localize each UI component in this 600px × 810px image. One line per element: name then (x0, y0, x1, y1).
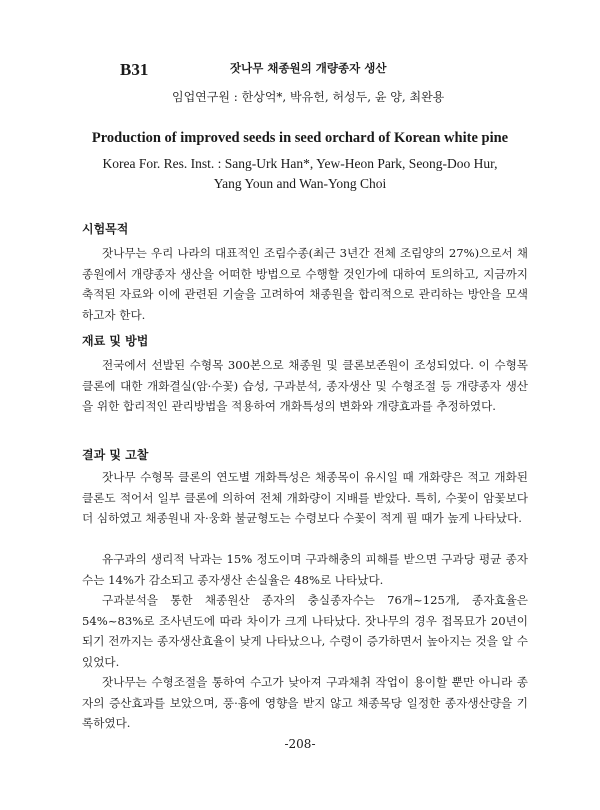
page-number: -208- (284, 737, 316, 751)
section-paragraph: 잣나무는 수형조절을 통하여 수고가 낮아져 구과채취 작업이 용이할 뿐만 아니라 종자의 증산효과를 보았으며, 풍·흉에 영향을 받지 않고 채종목당 일정한 종자생산량을 기록하였다. (82, 675, 528, 730)
english-title: Production of improved seeds in seed orchard of Korean white pine (91, 130, 509, 146)
english-affiliation-line2: Yang Youn and Wan-Yong Choi (213, 176, 387, 191)
section-paragraph: 잣나무 수형목 클론의 연도별 개화특성은 채종목이 유시일 때 개화량은 적고 개화된 클론도 적어서 일부 클론에 의하여 전체 개화량이 지배를 받았다. 특히, 수꽃이 암꽃보다 더 심하였고 채종원내 자·웅화 불균형도는 수령보다 수꽃이 적게 필 때가 높게 나타났다. (82, 470, 528, 525)
section-paragraph: 유구과의 생리적 낙과는 15% 정도이며 구과해충의 피해를 받으면 구과당 평균 종자수는 14%가 감소되고 종자생산 손실율은 48%로 나타났다. (82, 552, 528, 587)
section-paragraph: 잣나무는 우리 나라의 대표적인 조림수종(최근 3년간 전체 조림양의 27%)으로서 채종원에서 개량종자 생산을 어떠한 방법으로 수행할 것인가에 대하여 토의하고, 지금까지 축적된 자료와 이에 관련된 기술을 고려하여 채종원을 합리적으로 관리하는 방안을 모색하고자 한다. (82, 246, 528, 322)
english-affiliation-line1: Korea For. Res. Inst. : Sang-Urk Han*, Yew-Heon Park, Seong-Doo Hur, (102, 156, 498, 171)
section-heading-methods: 재료 및 방법 (82, 334, 149, 348)
section-paragraph: 전국에서 선발된 수형목 300본으로 채종원 및 클론보존원이 조성되었다. 이 수형목 클론에 대한 개화결실(암·수꽃) 습성, 구과분석, 종자생산 및 수형조절 등 개량종자 생산을 위한 합리적인 관리방법을 적용하여 개화특성의 변화와 개량효과를 추정하였다. (82, 358, 528, 413)
abstract-code: B31 (120, 60, 149, 79)
section-heading-purpose: 시험목적 (82, 222, 129, 236)
section-paragraph: 구과분석을 통한 채종원산 종자의 충실종자수는 76개~125개, 종자효율은 54%~83%로 조사년도에 따라 차이가 크게 나타났다. 잣나무의 경우 접목묘가 20년이 되기 전까지는 종자생산효율이 낮게 나타났으나, 수령이 증가하면서 높아지는 것을 알 수 있었다. (82, 593, 528, 669)
section-heading-results: 결과 및 고찰 (82, 448, 149, 462)
korean-authors: 임업연구원 : 한상억*, 박유헌, 허성두, 윤 양, 최완용 (172, 90, 445, 104)
korean-title: 잣나무 채종원의 개량종자 생산 (230, 61, 387, 75)
